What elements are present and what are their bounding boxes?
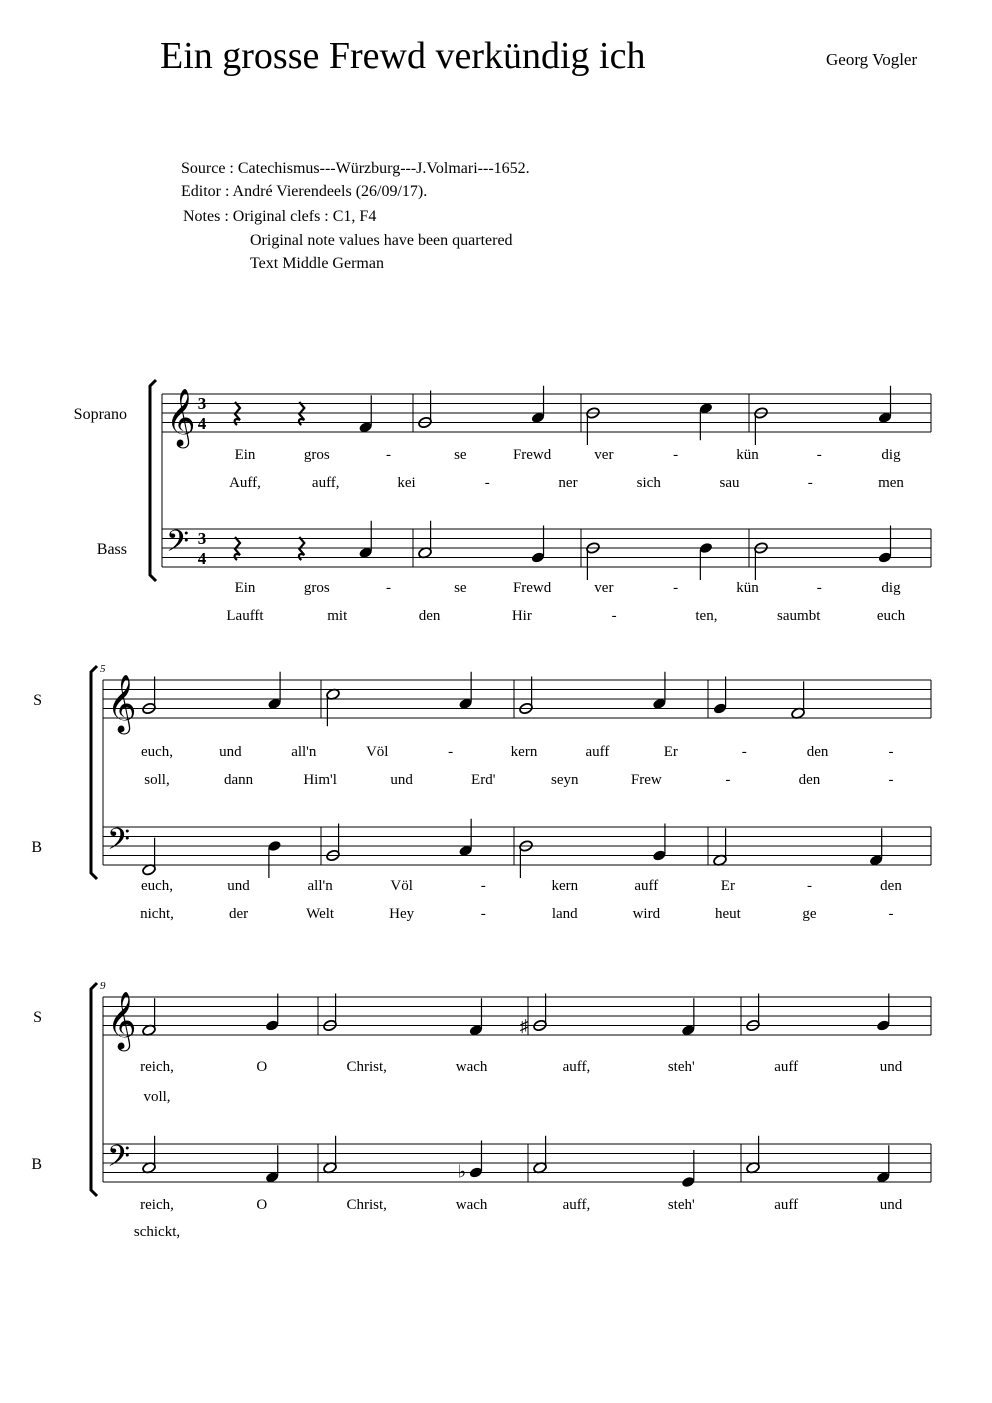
staff-label: B: [31, 1156, 42, 1173]
lyric-syllable: den: [806, 744, 829, 760]
lyric-syllable: -: [448, 744, 454, 760]
notes-line-3: Text Middle German: [250, 255, 384, 272]
lyric-syllable: auff: [585, 744, 610, 760]
flat-icon: ♭: [457, 1161, 467, 1182]
staff: [33, 672, 931, 788]
lyric-syllable: Völ: [390, 878, 413, 894]
lyric-syllable: den: [418, 608, 441, 624]
lyric-syllable: men: [878, 475, 904, 491]
lyric-syllable: mit: [327, 608, 348, 624]
lyric-syllable: Er: [720, 878, 735, 894]
lyric-syllable: ver: [594, 580, 614, 596]
half-note: [586, 407, 601, 445]
quarter-note: [699, 542, 714, 580]
lyric-syllable: heut: [714, 906, 741, 922]
time-signature-top: 3: [197, 529, 207, 548]
lyric-syllable: Er: [663, 744, 678, 760]
lyric-syllable: Christ,: [346, 1059, 387, 1075]
quarter-note: [876, 994, 891, 1032]
lyric-syllable: O: [256, 1059, 268, 1075]
lyric-syllable: voll,: [143, 1089, 171, 1105]
staff-label: B: [31, 839, 42, 856]
lyric-syllable: auff,: [562, 1059, 591, 1075]
lyric-syllable: -: [816, 580, 822, 596]
staff-label: S: [33, 692, 42, 709]
lyric-syllable: soll,: [144, 772, 170, 788]
lyric-syllable: wach: [455, 1197, 488, 1213]
lyric-syllable: auff: [774, 1197, 799, 1213]
source-line: Source : Catechismus---Würzburg---J.Volmari---1652.: [181, 160, 530, 177]
half-note: [533, 1136, 548, 1174]
lyric-syllable: all'n: [291, 744, 317, 760]
lyric-syllable: auff: [774, 1059, 799, 1075]
quarter-note: [878, 386, 893, 424]
staff: [74, 386, 931, 491]
lyric-syllable: Welt: [306, 906, 335, 922]
half-note: [746, 994, 761, 1032]
lyric-syllable: dig: [881, 580, 901, 596]
quarter-note: [652, 824, 667, 862]
lyric-syllable: den: [880, 878, 902, 894]
staff-label: Bass: [96, 541, 127, 558]
lyric-syllable: Ein: [234, 447, 256, 463]
lyric-syllable: Christ,: [346, 1197, 387, 1213]
half-note: [142, 998, 157, 1036]
bass-clef-icon: 𝄢: [166, 525, 190, 565]
half-note: [326, 688, 341, 726]
quarter-note: [681, 1150, 696, 1188]
score-system: [31, 663, 931, 922]
half-note: [791, 681, 806, 719]
lyric-syllable: Frew: [630, 772, 662, 788]
quarter-note: [681, 998, 696, 1036]
half-note: [142, 677, 157, 715]
staff: [31, 1136, 931, 1240]
lyric-syllable: und: [879, 1197, 903, 1213]
half-note: [586, 542, 601, 580]
quarter-note: [458, 672, 473, 710]
lyric-syllable: reich,: [140, 1197, 174, 1213]
lyric-syllable: auff,: [311, 475, 340, 491]
lyric-syllable: -: [480, 878, 486, 894]
lyric-syllable: -: [807, 475, 813, 491]
lyric-syllable: steh': [667, 1197, 695, 1213]
lyric-syllable: ner: [558, 475, 578, 491]
lyric-syllable: ver: [594, 447, 614, 463]
lyric-syllable: -: [888, 772, 894, 788]
quarter-note: [358, 395, 373, 433]
lyric-syllable: sich: [636, 475, 661, 491]
quarter-note: [267, 840, 282, 878]
lyric-syllable: gros: [303, 580, 330, 596]
composer-name: Georg Vogler: [826, 50, 918, 69]
quarter-note: [878, 526, 893, 564]
half-note: [754, 542, 769, 580]
lyric-syllable: Laufft: [226, 608, 264, 624]
lyric-syllable: -: [480, 906, 486, 922]
quarter-note: [876, 1145, 891, 1183]
half-note: [519, 677, 534, 715]
quarter-note: [713, 677, 728, 715]
notes-line-2: Original note values have been quartered: [250, 232, 513, 249]
score-system: [31, 980, 931, 1240]
lyric-syllable: auff: [634, 878, 659, 894]
lyric-syllable: -: [386, 580, 392, 596]
lyric-syllable: O: [256, 1197, 268, 1213]
lyric-syllable: und: [879, 1059, 903, 1075]
half-note: [713, 828, 728, 866]
lyric-syllable: schickt,: [133, 1224, 181, 1240]
lyric-syllable: -: [741, 744, 747, 760]
lyric-syllable: wach: [455, 1059, 488, 1075]
lyric-syllable: euch,: [140, 878, 174, 894]
measure-number: 5: [100, 663, 106, 675]
notes-line: Notes : Original clefs : C1, F4: [183, 208, 377, 225]
quarter-note: [469, 998, 484, 1036]
lyric-syllable: der: [228, 906, 249, 922]
lyric-syllable: kün: [736, 447, 759, 463]
lyric-syllable: auff,: [562, 1197, 591, 1213]
quarter-note: [869, 828, 884, 866]
half-note: [142, 838, 157, 876]
staff: [97, 521, 931, 624]
half-note: [323, 1136, 338, 1174]
lyric-syllable: -: [673, 447, 679, 463]
lyric-syllable: Ein: [234, 580, 256, 596]
half-note: [418, 521, 433, 559]
lyric-syllable: -: [673, 580, 679, 596]
editor-line: Editor : André Vierendeels (26/09/17).: [181, 183, 428, 200]
staff-label: Soprano: [73, 406, 127, 423]
lyric-syllable: -: [484, 475, 490, 491]
time-signature-top: 3: [197, 394, 207, 413]
lyric-syllable: saumbt: [777, 608, 821, 624]
half-note: [326, 824, 341, 862]
lyric-syllable: kern: [510, 744, 538, 760]
measure-number: 9: [100, 980, 106, 992]
lyric-syllable: land: [551, 906, 578, 922]
page-title: Ein grosse Frewd verkündig ich: [160, 35, 646, 77]
lyric-syllable: euch: [876, 608, 906, 624]
lyric-syllable: euch,: [140, 744, 174, 760]
lyric-syllable: ge: [802, 906, 817, 922]
half-note: [520, 994, 548, 1036]
system-bracket: [91, 666, 97, 879]
lyric-syllable: ten,: [695, 608, 718, 624]
lyric-syllable: -: [725, 772, 731, 788]
lyric-syllable: kern: [551, 878, 579, 894]
quarter-note: [531, 526, 546, 564]
quarter-note: [652, 672, 667, 710]
lyric-syllable: kei: [397, 475, 416, 491]
bass-clef-icon: 𝄢: [107, 823, 131, 863]
time-signature-bottom: 4: [197, 414, 207, 433]
lyric-syllable: und: [390, 772, 413, 788]
staff: [31, 819, 931, 922]
treble-clef-icon: 𝄞: [166, 389, 196, 445]
half-note: [323, 994, 338, 1032]
system-bracket: [150, 380, 156, 581]
staff-label: S: [33, 1009, 42, 1026]
lyric-syllable: gros: [303, 447, 330, 463]
lyric-syllable: und: [227, 878, 250, 894]
lyric-syllable: -: [888, 906, 894, 922]
sharp-icon: ♯: [519, 1016, 529, 1036]
lyric-syllable: Völ: [365, 744, 389, 760]
lyric-syllable: -: [888, 744, 894, 760]
score-system: [74, 380, 931, 624]
lyric-syllable: den: [798, 772, 821, 788]
lyric-syllable: se: [454, 447, 467, 463]
lyric-syllable: -: [386, 447, 392, 463]
quarter-note: [531, 386, 546, 424]
treble-clef-icon: 𝄞: [107, 992, 137, 1048]
half-note: [746, 1136, 761, 1174]
lyric-syllable: sau: [719, 475, 740, 491]
quarter-note: [458, 1141, 484, 1182]
lyric-syllable: -: [806, 878, 812, 894]
lyric-syllable: und: [219, 744, 242, 760]
lyric-syllable: steh': [667, 1059, 695, 1075]
staff: [33, 992, 931, 1105]
lyric-syllable: kün: [736, 580, 759, 596]
lyric-syllable: Frewd: [512, 580, 552, 596]
quarter-note: [699, 402, 714, 440]
lyric-syllable: Hir: [511, 608, 532, 624]
system-bracket: [91, 983, 97, 1196]
lyric-syllable: all'n: [307, 878, 333, 894]
quarter-note: [265, 994, 280, 1032]
lyric-syllable: dann: [223, 772, 254, 788]
bass-clef-icon: 𝄢: [107, 1140, 131, 1180]
half-note: [519, 840, 534, 878]
half-note: [754, 407, 769, 445]
lyric-syllable: dig: [881, 447, 901, 463]
lyric-syllable: seyn: [551, 772, 579, 788]
lyric-syllable: Frewd: [512, 447, 552, 463]
lyric-syllable: nicht,: [140, 906, 174, 922]
quarter-note: [265, 1145, 280, 1183]
half-note: [142, 1136, 157, 1174]
lyric-syllable: Erd': [471, 772, 496, 788]
half-note: [418, 391, 433, 429]
lyric-syllable: Him'l: [303, 772, 337, 788]
lyric-syllable: Auff,: [229, 475, 261, 491]
time-signature-bottom: 4: [197, 549, 207, 568]
quarter-note: [267, 672, 282, 710]
lyric-syllable: Hey: [389, 906, 415, 922]
lyric-syllable: -: [611, 608, 617, 624]
lyric-syllable: reich,: [140, 1059, 174, 1075]
lyric-syllable: wird: [632, 906, 661, 922]
lyric-syllable: -: [816, 447, 822, 463]
quarter-note: [358, 521, 373, 559]
lyric-syllable: se: [454, 580, 467, 596]
quarter-note: [458, 819, 473, 857]
treble-clef-icon: 𝄞: [107, 675, 137, 731]
